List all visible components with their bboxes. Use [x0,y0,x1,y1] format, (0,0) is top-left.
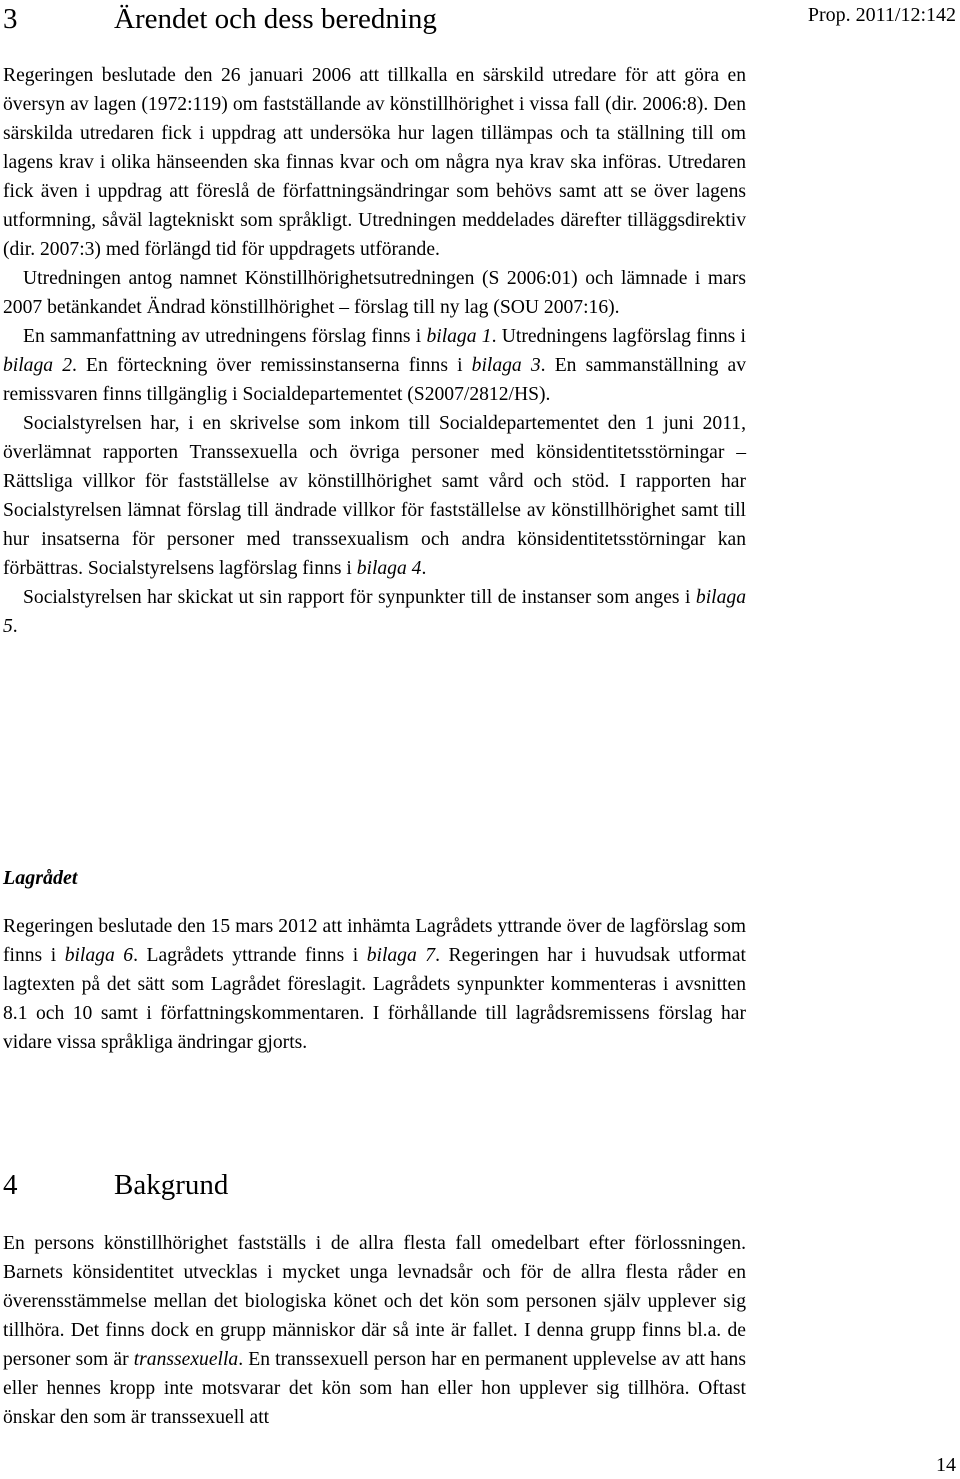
paragraph-text: Utredningen antog namnet Könstillhörighetsutredningen (S 2006:01) och lämnade i mars 2007 betänkandet Ändrad könstillhörighet – förslag till ny lag (SOU 2007:16). [3,268,746,318]
section-3-title: Ärendet och dess beredning [114,3,437,35]
paragraph-text: En persons könstillhörighet fastställs i de allra flesta fall omedelbart efter förlossningen. Barnets könsidentitet utvecklas i mycket unga levnadsår och för de allra flesta råder en överensstämmelse mellan det biologiska könet och det kön som personen själv upplever sig tillhöra. Det finns dock en grupp människor där så inte är fallet. I denna grupp finns bl.a. de personer som är [3,1233,746,1370]
prop-reference: Prop. 2011/12:142 [807,4,956,26]
section-4-number: 4 [3,1169,18,1201]
reference-text: bilaga 4 [356,558,422,579]
paragraph-text: . En transsexuell person har en permanent upplevelse av att hans eller hennes kropp inte motsvarar det kön som han eller hon upplever sig tillhöra. Oftast önskar den som är transsexuell att [3,1349,746,1428]
paragraph-text: Regeringen beslutade den 15 mars 2012 att inhämta Lagrådets yttrande över de lagförslag som finns i [3,916,746,966]
paragraph-text: . [12,616,18,637]
section-3-body [3,61,746,641]
reference-text: bilaga 5 [3,587,746,637]
section-4-heading [3,1168,228,1202]
paragraph-text: . Regeringen har i huvudsak utformat lagtexten på det sätt som Lagrådet föreslagit. Lagrådets synpunkter kommenteras i avsnitten 8.1 och 10 samt i författningskommentaren. I förhållande till lagrådsremissens förslag har vidare vissa språkliga ändringar gjorts. [3,945,746,1053]
paragraph [3,409,746,583]
paragraph [3,1229,746,1432]
section-3-heading [3,2,437,36]
paragraph-text: En sammanfattning av utredningens förslag finns i [23,326,427,347]
reference-text: bilaga 7 [366,945,436,966]
paragraph-text: Socialstyrelsen har skickat ut sin rapport för synpunkter till de instanser som anges i [23,587,696,608]
paragraph [3,583,746,641]
paragraph-text: . En sammanställning av remissvaren finns tillgänglig i Socialdepartementet (S2007/2812/HS). [3,355,747,405]
page-number: 14 [936,1454,956,1476]
paragraph-text: . Lagrådets yttrande finns i [133,945,367,966]
paragraph-text: . [421,558,427,579]
paragraph-text: Socialstyrelsen har, i en skrivelse som inkom till Socialdepartementet den 1 juni 2011, överlämnat rapporten Transsexuella och övriga personer med könsidentitetsstörningar – Rättsliga villkor för fastställelse av könstillhörighet samt vård och stöd. I rapporten har Socialstyrelsen lämnat förslag till ändrade villkor för fastställelse av könstillhörighet samt till hur insatserna för personer med transsexualism och andra könsidentitetsstörningar kan förbättras. Socialstyrelsens lagförslag finns i [3,413,746,579]
lagradet-body [3,912,746,1057]
reference-text: bilaga 1 [426,326,492,347]
paragraph [3,61,746,264]
paragraph [3,912,746,1057]
reference-text: bilaga 6 [64,945,134,966]
paragraph-text: . En förteckning över remissinstanserna finns i [72,355,472,376]
lagradet-heading: Lagrådet [3,867,78,889]
paragraph-text: . Utredningens lagförslag finns i [491,326,746,347]
section-4-title: Bakgrund [114,1169,229,1201]
paragraph [3,264,746,322]
paragraph [3,322,746,409]
section-3-number: 3 [3,3,18,35]
reference-text: transsexuella [133,1349,239,1370]
paragraph-text: Regeringen beslutade den 26 januari 2006 att tillkalla en särskild utredare för att göra en översyn av lagen (1972:119) om fastställande av könstillhörighet i vissa fall (dir. 2006:8). Den särskilda utredaren fick i uppdrag att undersöka hur lagen tillämpas och ta ställning till om lagens krav i olika hänseenden ska finnas kvar och om några nya krav ska införas. Utredaren fick även i uppdrag att föreslå de författningsändringar som behövs samt att se över lagens utformning, såväl lagtekniskt som språkligt. Utredningen meddelades därefter tilläggsdirektiv (dir. 2007:3) med förlängd tid för uppdragets utförande. [3,65,746,260]
reference-text: bilaga 3 [471,355,541,376]
reference-text: bilaga 2 [3,355,73,376]
section-4-body [3,1229,746,1432]
